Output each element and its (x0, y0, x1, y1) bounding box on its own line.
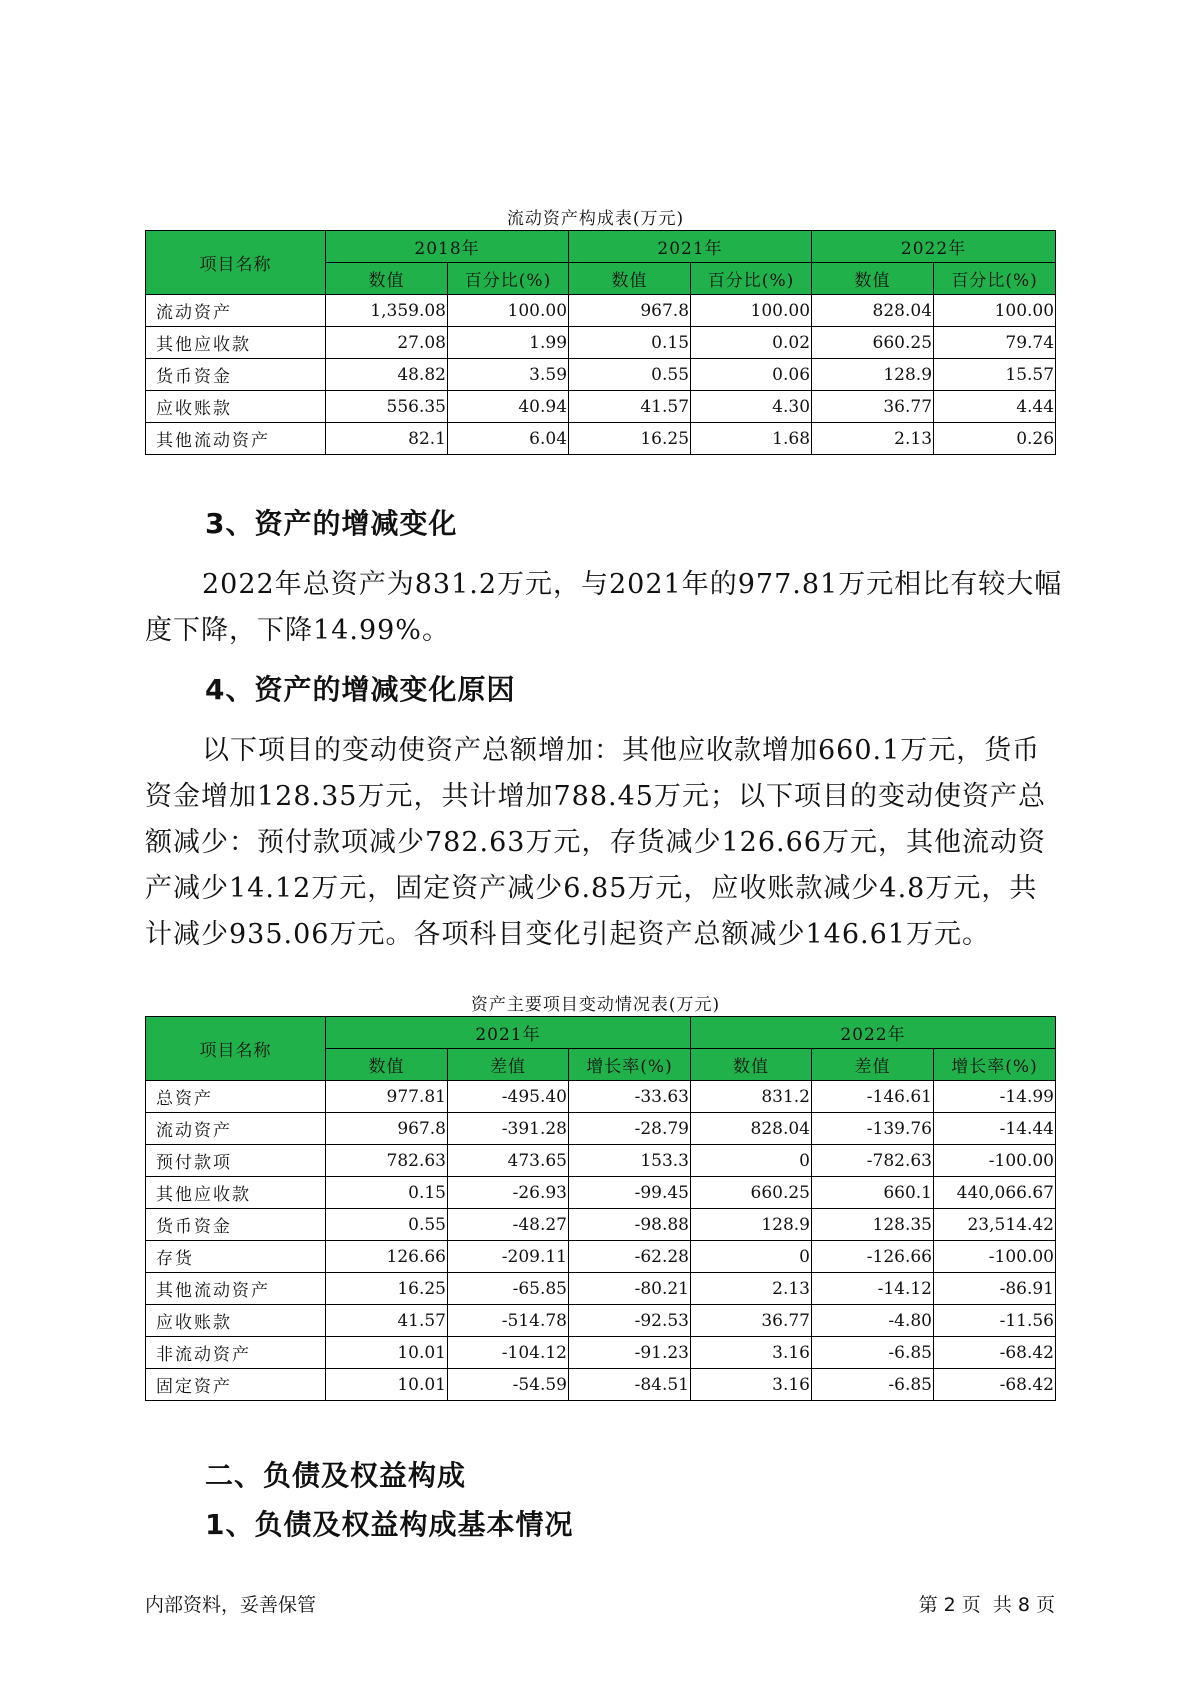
table-cell: -14.12 (812, 1273, 934, 1305)
table-cell: -91.23 (569, 1337, 691, 1369)
table-cell: 27.08 (326, 327, 448, 359)
table-row (146, 1305, 1056, 1337)
row-label: 应收账款 (146, 391, 326, 423)
table-cell: 126.66 (326, 1241, 448, 1273)
year-header: 2021年 (326, 1017, 691, 1049)
table-cell: 977.81 (326, 1081, 448, 1113)
table-row (146, 1241, 1056, 1273)
table-cell: 1.99 (448, 327, 569, 359)
table-cell: 36.77 (691, 1305, 812, 1337)
table-cell: -48.27 (448, 1209, 569, 1241)
table-cell: 967.8 (326, 1113, 448, 1145)
value-header: 数值 (326, 1049, 448, 1081)
table-cell: -99.45 (569, 1177, 691, 1209)
table-cell: 16.25 (326, 1273, 448, 1305)
footer-confidential: 内部资料，妥善保管 (145, 1594, 317, 1616)
row-label: 其他流动资产 (146, 1273, 326, 1305)
table-cell: -65.85 (448, 1273, 569, 1305)
table-cell: 828.04 (812, 295, 934, 327)
table-cell: 1.68 (691, 423, 812, 455)
row-label: 应收账款 (146, 1305, 326, 1337)
current-assets-table (145, 230, 1056, 455)
table-cell: -54.59 (448, 1369, 569, 1401)
table-cell: 0 (691, 1145, 812, 1177)
percent-header: 百分比(%) (691, 263, 812, 295)
table-cell: 0 (691, 1241, 812, 1273)
section3-paragraph: 2022年总资产为831.2万元，与2021年的977.81万元相比有较大幅度下降，下降14.99%。 (145, 569, 1063, 646)
table-cell: 16.25 (569, 423, 691, 455)
section4-heading: 4、资产的增减变化原因 (205, 673, 516, 706)
difference-header: 差值 (448, 1049, 569, 1081)
section3-heading: 3、资产的增减变化 (205, 507, 458, 540)
table-row (146, 1177, 1056, 1209)
table-cell: 100.00 (448, 295, 569, 327)
table-cell: -126.66 (812, 1241, 934, 1273)
table-row (146, 1273, 1056, 1305)
table-cell: 82.1 (326, 423, 448, 455)
table-cell: -139.76 (812, 1113, 934, 1145)
difference-header: 差值 (812, 1049, 934, 1081)
table-cell: 660.25 (691, 1177, 812, 1209)
table-cell: -68.42 (934, 1337, 1056, 1369)
table-cell: 967.8 (569, 295, 691, 327)
table-cell: -6.85 (812, 1369, 934, 1401)
row-label: 非流动资产 (146, 1337, 326, 1369)
asset-changes-table (145, 1016, 1056, 1401)
table-cell: 473.65 (448, 1145, 569, 1177)
table-cell: 128.9 (812, 359, 934, 391)
table-cell: 0.26 (934, 423, 1056, 455)
value-header: 数值 (326, 263, 448, 295)
table-row (146, 327, 1056, 359)
table-cell: -80.21 (569, 1273, 691, 1305)
footer-page-number: 第 2 页 共 8 页 (918, 1594, 1055, 1616)
row-label: 货币资金 (146, 359, 326, 391)
table-cell: 3.59 (448, 359, 569, 391)
name-header: 项目名称 (146, 1017, 326, 1081)
table-cell: -92.53 (569, 1305, 691, 1337)
row-label: 预付款项 (146, 1145, 326, 1177)
growth-rate-header: 增长率(%) (934, 1049, 1056, 1081)
table-cell: -11.56 (934, 1305, 1056, 1337)
table-cell: -62.28 (569, 1241, 691, 1273)
table-cell: -782.63 (812, 1145, 934, 1177)
table-row (146, 295, 1056, 327)
value-header: 数值 (569, 263, 691, 295)
table-cell: 15.57 (934, 359, 1056, 391)
table-cell: 41.57 (569, 391, 691, 423)
table-cell: 41.57 (326, 1305, 448, 1337)
row-label: 其他应收款 (146, 1177, 326, 1209)
table2-caption: 资产主要项目变动情况表(万元) (470, 995, 721, 1015)
table-cell: 100.00 (691, 295, 812, 327)
table-row (146, 1337, 1056, 1369)
table-cell: -100.00 (934, 1145, 1056, 1177)
row-label: 流动资产 (146, 1113, 326, 1145)
row-label: 固定资产 (146, 1369, 326, 1401)
value-header: 数值 (812, 263, 934, 295)
table-cell: -104.12 (448, 1337, 569, 1369)
table-row (146, 1081, 1056, 1113)
table-cell: 36.77 (812, 391, 934, 423)
table-cell: 10.01 (326, 1369, 448, 1401)
table-cell: 100.00 (934, 295, 1056, 327)
table-row (146, 391, 1056, 423)
liabilities-section-heading: 二、负债及权益构成 (205, 1459, 467, 1492)
table-cell: 153.3 (569, 1145, 691, 1177)
table-cell: 2.13 (691, 1273, 812, 1305)
year-header: 2022年 (812, 231, 1056, 263)
table-cell: -391.28 (448, 1113, 569, 1145)
percent-header: 百分比(%) (448, 263, 569, 295)
value-header: 数值 (691, 1049, 812, 1081)
table-cell: 0.15 (326, 1177, 448, 1209)
table-cell: 79.74 (934, 327, 1056, 359)
row-label: 存货 (146, 1241, 326, 1273)
row-label: 其他应收款 (146, 327, 326, 359)
row-label: 总资产 (146, 1081, 326, 1113)
table-cell: 0.15 (569, 327, 691, 359)
table-cell: -146.61 (812, 1081, 934, 1113)
row-label: 其他流动资产 (146, 423, 326, 455)
table-cell: -514.78 (448, 1305, 569, 1337)
table-cell: -4.80 (812, 1305, 934, 1337)
table-cell: 23,514.42 (934, 1209, 1056, 1241)
table-cell: 440,066.67 (934, 1177, 1056, 1209)
table-row (146, 1209, 1056, 1241)
table-cell: 0.55 (326, 1209, 448, 1241)
row-label: 流动资产 (146, 295, 326, 327)
table-cell: 828.04 (691, 1113, 812, 1145)
table-row (146, 359, 1056, 391)
table-cell: 831.2 (691, 1081, 812, 1113)
table-cell: -6.85 (812, 1337, 934, 1369)
table-cell: -98.88 (569, 1209, 691, 1241)
table-cell: 556.35 (326, 391, 448, 423)
table-cell: -100.00 (934, 1241, 1056, 1273)
table-cell: 40.94 (448, 391, 569, 423)
table1-caption: 流动资产构成表(万元) (506, 209, 685, 229)
name-header: 项目名称 (146, 231, 326, 295)
table-cell: -86.91 (934, 1273, 1056, 1305)
year-header: 2021年 (569, 231, 812, 263)
table-row (146, 1113, 1056, 1145)
table-cell: 660.25 (812, 327, 934, 359)
table-cell: 4.44 (934, 391, 1056, 423)
table-cell: -33.63 (569, 1081, 691, 1113)
table-cell: -68.42 (934, 1369, 1056, 1401)
table-cell: 48.82 (326, 359, 448, 391)
liabilities-subheading: 1、负债及权益构成基本情况 (205, 1508, 574, 1541)
table-cell: 0.55 (569, 359, 691, 391)
table-cell: 0.06 (691, 359, 812, 391)
table-cell: -14.44 (934, 1113, 1056, 1145)
year-header: 2022年 (691, 1017, 1056, 1049)
table-cell: 4.30 (691, 391, 812, 423)
table-cell: 128.9 (691, 1209, 812, 1241)
table-cell: -14.99 (934, 1081, 1056, 1113)
year-header: 2018年 (326, 231, 569, 263)
table-cell: 782.63 (326, 1145, 448, 1177)
table-cell: -26.93 (448, 1177, 569, 1209)
table-cell: 3.16 (691, 1369, 812, 1401)
percent-header: 百分比(%) (934, 263, 1056, 295)
table-cell: 1,359.08 (326, 295, 448, 327)
table-cell: 660.1 (812, 1177, 934, 1209)
table-cell: -84.51 (569, 1369, 691, 1401)
growth-rate-header: 增长率(%) (569, 1049, 691, 1081)
table-cell: 2.13 (812, 423, 934, 455)
table-cell: 0.02 (691, 327, 812, 359)
table-cell: 128.35 (812, 1209, 934, 1241)
table-cell: 3.16 (691, 1337, 812, 1369)
table-cell: -209.11 (448, 1241, 569, 1273)
table-row (146, 423, 1056, 455)
row-label: 货币资金 (146, 1209, 326, 1241)
section4-paragraph: 以下项目的变动使资产总额增加：其他应收款增加660.1万元，货币资金增加128.35万元，共计增加788.45万元；以下项目的变动使资产总额减少：预付款项减少782.63万元，存货减少126.66万元，其他流动资产减少14.12万元，固定资产减少6.85万元，应收账款减少4.8万元，共计减少935.06万元。各项科目变化引起资产总额减少146.61万元。 (145, 735, 1046, 950)
table-cell: 6.04 (448, 423, 569, 455)
table-row (146, 1369, 1056, 1401)
table-cell: 10.01 (326, 1337, 448, 1369)
table-cell: -28.79 (569, 1113, 691, 1145)
table-row (146, 1145, 1056, 1177)
table-cell: -495.40 (448, 1081, 569, 1113)
